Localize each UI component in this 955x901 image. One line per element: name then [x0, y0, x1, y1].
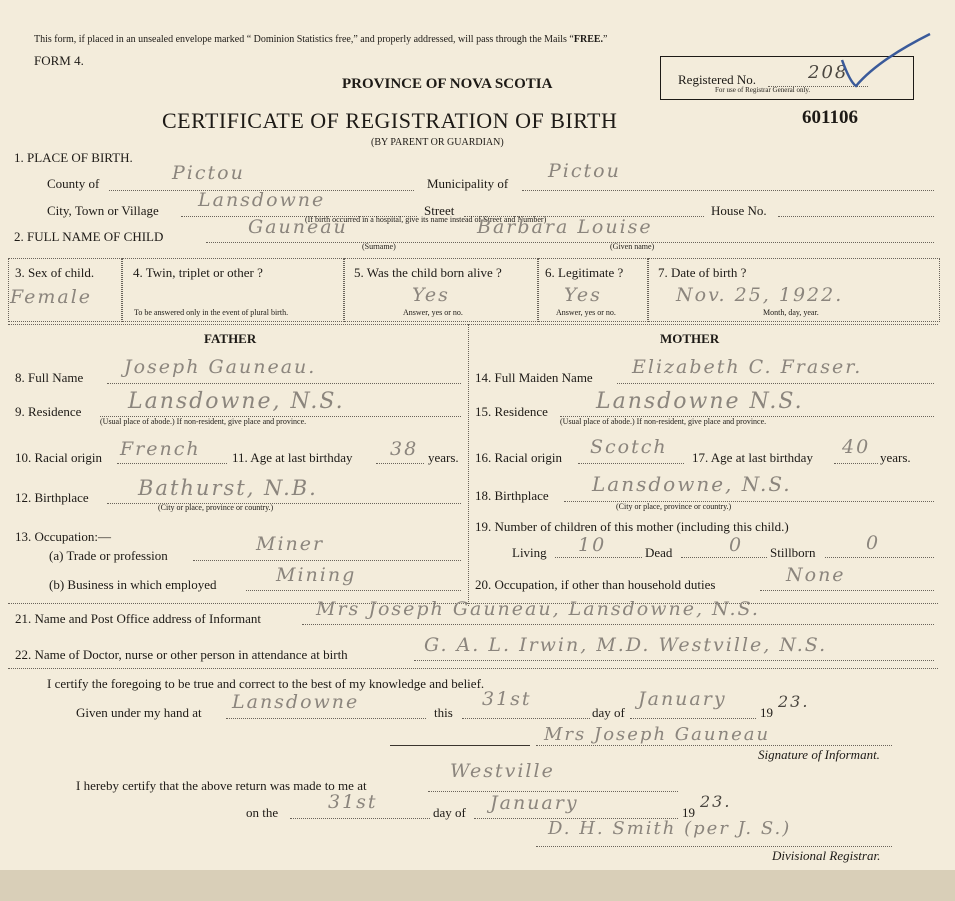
informant-value: Mrs Joseph Gauneau, Lansdowne, N.S.: [316, 598, 760, 620]
return-day-line: [290, 818, 430, 819]
children-label: 19. Number of children of this mother (including this child.): [475, 519, 789, 534]
mother-age-value: 40: [842, 436, 871, 458]
father-heading: FATHER: [204, 331, 257, 346]
registered-label: Registered No.: [678, 72, 756, 87]
trade-label: (a) Trade or profession: [49, 548, 168, 563]
day-value: 31st: [482, 688, 532, 710]
mother-residence-label: 15. Residence: [475, 404, 548, 419]
business-label: (b) Business in which employed: [49, 577, 217, 592]
certify-statement: I certify the foregoing to be true and correct to the best of my knowledge and belief.: [47, 676, 485, 691]
free-label: FREE.: [573, 34, 604, 45]
stillborn-line: [825, 557, 934, 558]
given-name-caption: (Given name): [610, 242, 655, 251]
city-label: City, Town or Village: [47, 203, 159, 218]
father-residence-value: Lansdowne, N.S.: [128, 389, 345, 414]
on-the-label: on the: [246, 805, 279, 820]
mother-name-label: 14. Full Maiden Name: [475, 370, 593, 385]
child-name-line: [206, 242, 934, 243]
return-year-value: 23.: [700, 792, 732, 811]
given-place-line: [226, 718, 426, 719]
business-value: Mining: [276, 564, 357, 586]
alive-note: Answer, yes or no.: [403, 308, 463, 317]
mother-birthplace-label: 18. Birthplace: [475, 488, 549, 503]
legitimate-value: Yes: [564, 284, 602, 306]
certificate-subtitle: (BY PARENT OR GUARDIAN): [371, 137, 504, 148]
city-value: Lansdowne: [198, 189, 326, 211]
mailing-notice-text: This form, if placed in an unsealed envelope marked “ Dominion Statistics free,” and properly addressed, will pass through the Mails “: [34, 34, 574, 45]
informant-signature: Mrs Joseph Gauneau: [544, 724, 771, 745]
return-day-value: 31st: [328, 791, 378, 813]
father-name-value: Joseph Gauneau.: [124, 356, 317, 378]
business-line: [246, 590, 461, 591]
street-label: Street: [424, 203, 455, 218]
house-number-label: House No.: [711, 203, 767, 218]
mailing-notice-end: ”: [603, 34, 608, 45]
living-value: 10: [578, 534, 607, 556]
father-residence-label: 9. Residence: [15, 404, 82, 419]
stillborn-value: 0: [866, 532, 881, 554]
registered-value: 208: [808, 62, 849, 83]
father-name-label: 8. Full Name: [15, 370, 84, 385]
mother-residence-value: Lansdowne N.S.: [596, 389, 804, 414]
municipality-label: Municipality of: [427, 176, 509, 191]
father-racial-value: French: [120, 438, 201, 460]
house-number-line: [778, 216, 934, 217]
dob-label: 7. Date of birth ?: [658, 265, 747, 280]
month-value: January: [638, 688, 727, 710]
doctor-value: G. A. L. Irwin, M.D. Westville, N.S.: [424, 634, 828, 656]
father-age-line: [376, 463, 424, 464]
dob-value: Nov. 25, 1922.: [676, 284, 844, 306]
place-of-birth-label: 1. PLACE OF BIRTH.: [14, 150, 133, 165]
living-label: Living: [512, 545, 547, 560]
section-top-rule: [8, 324, 938, 325]
return-year-prefix: 19: [682, 805, 695, 820]
mother-occupation-label: 20. Occupation, if other than household duties: [475, 577, 716, 592]
father-years-label: years.: [428, 450, 459, 465]
child-given-value: Barbara Louise: [477, 216, 653, 238]
province-title: PROVINCE OF NOVA SCOTIA: [342, 76, 553, 92]
alive-label: 5. Was the child born alive ?: [354, 265, 502, 280]
father-name-line: [107, 383, 461, 384]
mother-birthplace-note: (City or place, province or country.): [616, 502, 732, 511]
father-racial-label: 10. Racial origin: [15, 450, 103, 465]
occupation-label: 13. Occupation:—: [15, 529, 112, 544]
month-line: [630, 718, 756, 719]
return-place-value: Westville: [450, 760, 555, 782]
legitimate-label: 6. Legitimate ?: [545, 265, 624, 280]
mother-age-label: 17. Age at last birthday: [692, 450, 813, 465]
father-age-value: 38: [390, 438, 419, 460]
mother-occupation-line: [760, 590, 934, 591]
mother-racial-value: Scotch: [590, 436, 668, 458]
legitimate-note: Answer, yes or no.: [556, 308, 616, 317]
mother-name-line: [617, 383, 934, 384]
dead-label: Dead: [645, 545, 673, 560]
mother-age-line: [834, 463, 878, 464]
mother-years-label: years.: [880, 450, 911, 465]
year-prefix: 19: [760, 705, 773, 720]
return-statement: I hereby certify that the above return was made to me at: [76, 778, 367, 793]
given-place-value: Lansdowne: [232, 691, 360, 713]
return-month-value: January: [490, 792, 579, 814]
form-number: FORM 4.: [34, 53, 84, 68]
year-value: 23.: [778, 692, 810, 711]
father-age-label: 11. Age at last birthday: [232, 450, 353, 465]
doctor-label: 22. Name of Doctor, nurse or other person in attendance at birth: [15, 647, 348, 662]
certification-rule: [8, 668, 938, 669]
certificate-title: CERTIFICATE OF REGISTRATION OF BIRTH: [162, 108, 618, 133]
dob-note: Month, day, year.: [763, 308, 819, 317]
mother-residence-note: (Usual place of abode.) If non-resident, give place and province.: [560, 417, 767, 426]
stillborn-label: Stillborn: [770, 545, 816, 560]
check-mark-icon: [838, 30, 938, 92]
registrar-caption: Divisional Registrar.: [772, 848, 881, 863]
trade-line: [193, 560, 461, 561]
child-surname-value: Gauneau: [248, 216, 348, 238]
surname-caption: (Surname): [362, 242, 396, 251]
day-of-label: day of: [592, 705, 625, 720]
return-day-of-label: day of: [433, 805, 466, 820]
father-birthplace-value: Bathurst, N.B.: [138, 476, 318, 500]
registrar-use-note: For use of Registrar General only.: [715, 86, 811, 94]
sex-value: Female: [10, 286, 93, 308]
mailing-notice: [34, 35, 607, 45]
section-divider: [468, 324, 469, 606]
alive-value: Yes: [412, 284, 450, 306]
living-line: [555, 557, 642, 558]
registrar-signature: D. H. Smith (per J. S.): [548, 818, 792, 839]
mother-name-value: Elizabeth C. Fraser.: [632, 356, 863, 378]
dead-line: [681, 557, 767, 558]
mother-racial-line: [578, 463, 684, 464]
father-birthplace-label: 12. Birthplace: [15, 490, 89, 505]
municipality-line: [522, 190, 934, 191]
mother-birthplace-value: Lansdowne, N.S.: [592, 472, 792, 496]
this-label: this: [434, 705, 453, 720]
trade-value: Miner: [256, 533, 325, 555]
hospital-note: (If birth occurred in a hospital, give its name instead of Street and Number): [305, 215, 547, 224]
day-line: [462, 718, 590, 719]
dead-value: 0: [729, 534, 744, 556]
informant-line: [302, 624, 934, 625]
doctor-line: [414, 660, 934, 661]
sex-label: 3. Sex of child.: [15, 265, 95, 280]
informant-signature-caption: Signature of Informant.: [758, 747, 880, 762]
twin-note: To be answered only in the event of plural birth.: [134, 308, 289, 317]
mother-heading: MOTHER: [660, 331, 720, 346]
mother-racial-label: 16. Racial origin: [475, 450, 563, 465]
county-label: County of: [47, 176, 100, 191]
father-racial-line: [117, 463, 227, 464]
informant-label: 21. Name and Post Office address of Informant: [15, 611, 261, 626]
father-residence-note: (Usual place of abode.) If non-resident, give place and province.: [100, 417, 307, 426]
mother-occupation-value: None: [786, 564, 846, 586]
registrar-signature-line: [536, 846, 892, 847]
twin-label: 4. Twin, triplet or other ?: [133, 265, 263, 280]
county-value: Pictou: [172, 162, 245, 184]
informant-signature-rule-left: [390, 745, 530, 746]
municipality-value: Pictou: [548, 160, 621, 182]
given-label: Given under my hand at: [76, 705, 202, 720]
informant-signature-line: [536, 745, 892, 746]
serial-number: 601106: [802, 107, 858, 128]
child-name-label: 2. FULL NAME OF CHILD: [14, 229, 164, 244]
father-birthplace-note: (City or place, province or country.): [158, 503, 274, 512]
page-bottom-edge: [0, 870, 955, 901]
